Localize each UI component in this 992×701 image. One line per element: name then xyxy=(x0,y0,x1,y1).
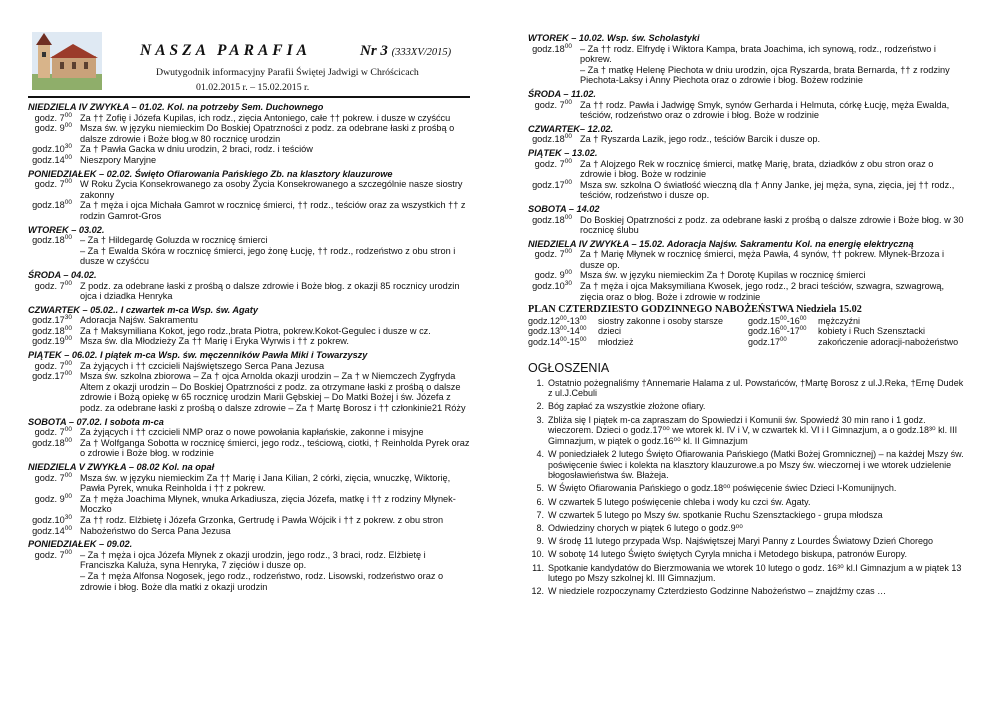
mass-entry xyxy=(28,235,470,246)
issue-label: Nr 3 xyxy=(360,43,388,59)
announcements-list xyxy=(528,378,964,597)
mass-entry xyxy=(28,427,470,438)
mass-entry xyxy=(28,281,470,302)
mass-time: $godz.18^{00}$ xyxy=(32,324,72,336)
mass-intention: Msza św. szkolna zbiorowa – Za † ojca Arnolda okazji urodzin – Za † w Niemczech Zygfryda Altem z okazji urodzin – Do Boskiej Opatrzności z podz. za otrzymane łaski z prośbą o dalsze zdrowie i Bożą opiekę w 65 rocznicę urodzin Marii Gębskiej – Do Matki Bożej i św. Józefa z podz. za odebrane łaski z prośbą o dalsze zdrowie – Za † Martę Borosz i †† członkinie21 Róży xyxy=(80,371,466,414)
mass-time: $godz.17^{00}$ xyxy=(32,370,72,382)
announcement-text: Spotkanie kandydatów do Bierzmowania we wtorek 10 lutego o godz. 16³⁰ kl.I Gimnazjum a w piątek 13 lutego po Mszy szkolnej kl. III Gimnazjum. xyxy=(548,562,962,584)
time-minutes: 00 xyxy=(64,234,72,242)
announcement-item xyxy=(528,523,964,534)
time-minutes: 00 xyxy=(564,269,572,277)
time-minutes: 00 xyxy=(64,153,72,161)
time-minutes: 30 xyxy=(564,280,572,288)
time-minutes: 00 xyxy=(64,279,72,287)
announcement-text: Zbliża się I piątek m-ca zapraszam do Spowiedzi i Komunii św. Spowiedź 30 min rano i 1 godz. wieczorem. Dzieci o godz.17⁰⁰ we wtorek kl. IV i V, w czwartek kl. VI i I Gimnazjum, a o godz.18³⁰ kl. III Gimnazjum, w piątek o godz.16⁰⁰ kl. II Gimnazjum xyxy=(548,414,958,446)
time-minutes: 00 xyxy=(560,336,567,343)
mass-entry xyxy=(28,361,470,372)
day-header: PIĄTEK – 13.02. xyxy=(528,147,598,158)
plan-group: mężczyźni xyxy=(818,315,861,326)
announcement-item xyxy=(528,510,964,521)
mass-schedule-right xyxy=(528,33,964,302)
mass-intention: Msza św. w języku niemieckim Za †† Marię i Jana Kilian, 2 córki, zięcia, wnuczkę, Wiktorię, Pawła Pyrek, wnuka Reinholda i †† z pokrew. xyxy=(80,472,451,494)
mass-time: $godz.17^{00}$ xyxy=(532,178,572,190)
time-minutes: 00 xyxy=(64,426,72,434)
mass-entry xyxy=(528,270,964,281)
time-minutes: 00 xyxy=(579,336,587,343)
announcement-text: Odwiedziny chorych w piątek 6 lutego o godz.9⁰⁰ xyxy=(548,522,743,533)
mass-intention: W Roku Życia Konsekrowanego za osoby Życia Konsekrowanego a szczególnie nasze siostry zakonny xyxy=(80,179,463,200)
mass-time: $godz.18^{00}$ xyxy=(32,436,72,448)
time-minutes: 00 xyxy=(560,326,567,333)
mass-intention: Za †† rodz. Pawła i Jadwigę Smyk, synów Gerharda i Helmuta, córkę Łucję, męża Ewalda, teściów, rodzeństwo oraz o zdrowie i błog. Boże w rodzinie xyxy=(580,99,950,121)
mass-time: $godz.18^{00}$ xyxy=(32,199,72,211)
mass-entry xyxy=(28,326,470,337)
mass-intention: Za † Marię Młynek w rocznicę śmierci, męża Pawła, 4 synów, †† pokrew. Młynek-Brzoza i dusze op. xyxy=(580,249,945,270)
mass-time: godz. $7^{00}$ xyxy=(534,98,572,110)
announcement-item xyxy=(528,497,964,508)
plan-time: $godz.14^{00}-15^{00}$ xyxy=(528,336,587,347)
mass-entry xyxy=(28,526,470,537)
newsletter-subtitle: Dwutygodnik informacyjny Parafii Świętej Jadwigi w Chróścicach xyxy=(156,67,419,78)
day-header: CZWARTEK– 12.02. xyxy=(528,123,614,134)
mass-time: godz. $9^{00}$ xyxy=(34,122,72,134)
mass-time: godz. $7^{00}$ xyxy=(534,248,572,260)
mass-entry xyxy=(28,515,470,526)
issue-dates: 01.02.2015 r. – 15.02.2015 r. xyxy=(196,82,310,93)
mass-intention: – Za † Hildegardę Goluzda w rocznicę śmierci xyxy=(80,235,268,246)
day-header: NIEDZIELA V ZWYKŁA – 08.02 Kol. na opał xyxy=(28,462,215,472)
plan-group: siostry zakonne i osoby starsze xyxy=(598,315,724,326)
announcement-item xyxy=(528,536,964,547)
announcement-text: Ostatnio pożegnaliśmy †Annemarie Halama z ul. Powstańców, †Martę Borosz z ul.J.Reka, †Ernę Dudek z ul.J.Cebuli xyxy=(548,377,964,399)
left-column xyxy=(28,0,470,592)
plan-group: kobiety i Ruch Szensztacki xyxy=(818,326,926,337)
mass-time: godz. $7^{00}$ xyxy=(34,178,72,190)
mass-entry xyxy=(28,438,470,459)
mass-intention: Za żyjących i †† czcicieli NMP oraz o nowe powołania kapłańskie, zakonne i misyjne xyxy=(80,427,424,438)
plan-title: PLAN CZTERDZIESTO GODZINNEGO NABOŻEŃSTWA Niedziela 15.02 xyxy=(528,304,862,316)
mass-intention: Do Boskiej Opatrzności z podz. za odebrane łaski z prośbą o dalsze zdrowie i Boże błog. w 30 rocznicę ślubu xyxy=(580,214,964,236)
time-minutes: 00 xyxy=(799,326,807,333)
time-minutes: 00 xyxy=(564,98,572,106)
announcement-number: 9. xyxy=(536,536,544,547)
mass-time: $godz.18^{00}$ xyxy=(532,213,572,225)
mass-intention: Nabożeństwo do Serca Pana Jezusa xyxy=(80,525,231,536)
mass-intention: Za † męża i ojca Michała Gamrot w rocznicę śmierci, †† rodz., teściów oraz za wszystkich †† z rodzin Gamrot-Gros xyxy=(80,200,466,221)
mass-intention: Za † Maksymiliana Kokot, jego rodz.,brata Piotra, pokrew.Kokot-Gegulec i dusze w cz. xyxy=(80,325,431,336)
mass-entry xyxy=(28,315,470,326)
time-minutes: 00 xyxy=(560,315,567,322)
day-header: ŚRODA – 11.02. xyxy=(528,88,596,99)
issue-number xyxy=(360,43,452,59)
mass-time: godz. $9^{00}$ xyxy=(534,269,572,281)
time-minutes: 00 xyxy=(564,213,572,221)
time-minutes: 00 xyxy=(64,492,72,500)
time-minutes: 00 xyxy=(799,315,807,322)
mass-time: $godz.18^{00}$ xyxy=(32,234,72,246)
mass-intention: Msza św. w języku niemieckim Do Boskiej Opatrzności z podz. za odebrane łaski z prośbą o dalsze zdrowie i Boże błog.w 80 rocznicę urodzin xyxy=(80,123,455,144)
time-minutes: 00 xyxy=(64,178,72,186)
plan-time: $godz.15^{00}-16^{00}$ xyxy=(748,315,807,326)
announcement-item xyxy=(528,483,964,494)
announcement-number: 2. xyxy=(536,401,544,412)
time-minutes: 00 xyxy=(564,157,572,165)
time-minutes: 00 xyxy=(564,178,572,186)
mass-time: $godz.18^{00}$ xyxy=(532,42,572,54)
mass-entry xyxy=(28,200,470,221)
mass-intention: Msza sw. szkolna O światłość wieczną dla † Anny Janke, jej męża, syna, zięcia, jej †† rodz., teściów, rodzeństwo i dusze op. xyxy=(580,179,955,201)
day-header: SOBOTA – 14.02 xyxy=(528,203,600,214)
announcement-item xyxy=(528,549,964,560)
mass-time xyxy=(28,571,80,592)
announcement-number: 4. xyxy=(536,449,544,459)
mass-entry xyxy=(28,336,470,347)
plan-table xyxy=(528,316,964,347)
time-minutes: 00 xyxy=(780,326,787,333)
time-minutes: 00 xyxy=(564,133,572,141)
announcement-item xyxy=(528,449,964,481)
day-header: ŚRODA – 04.02. xyxy=(28,269,97,280)
mass-time: godz. $7^{00}$ xyxy=(34,471,72,483)
announcement-number: 11. xyxy=(532,562,544,573)
time-minutes: 00 xyxy=(64,122,72,130)
mass-entry xyxy=(28,371,470,413)
day-header: PONIEDZIAŁEK – 09.02. xyxy=(28,539,133,550)
mass-intention: Za †† rodz. Elżbietę i Józefa Grzonka, Gertrudę i Pawła Wójcik i †† z pokrew. z obu stron xyxy=(80,514,444,525)
mass-schedule-left xyxy=(28,102,470,592)
day-header: NIEDZIELA IV ZWYKŁA – 15.02. Adoracja Najśw. Sakramentu Kol. na energię elektryczną xyxy=(528,238,914,249)
announcement-item xyxy=(528,586,964,597)
announcement-text: W Święto Ofiarowania Pańskiego o godz.18⁰⁰ poświęcenie świec Dzieci I-Komunijnych. xyxy=(548,483,897,494)
mass-entry xyxy=(28,123,470,144)
time-minutes: 00 xyxy=(64,436,72,444)
mass-intention: Za żyjących i †† czcicieli Najświętszego Serca Pana Jezusa xyxy=(80,360,325,371)
mass-entry xyxy=(528,134,964,145)
mass-entry xyxy=(28,571,470,592)
time-minutes: 00 xyxy=(564,42,572,50)
mass-time xyxy=(528,65,580,86)
announcement-item xyxy=(528,415,964,447)
mass-intention: – Za † męża Alfonsa Nogosek, jego rodz., rodzeństwo, rodz. Lisowski, rodzeństwo oraz o zdrowie i błog. Boże dla matki z okazji urodzin xyxy=(80,570,444,592)
mass-time: godz. $7^{00}$ xyxy=(534,157,572,169)
announcement-item xyxy=(528,563,964,584)
mass-entry xyxy=(28,113,470,124)
mass-time: $godz.19^{00}$ xyxy=(32,335,72,347)
mass-intention: Za † męża Joachima Młynek, wnuka Arkadiusza, zięcia Józefa, matkę i †† z rodziny Młynek-Moczko xyxy=(80,493,456,515)
time-minutes: 00 xyxy=(780,315,787,322)
mass-entry xyxy=(28,155,470,166)
announcement-text: W niedziele rozpoczynamy Czterdziesto Godzinne Nabożeństwo – znajdźmy czas … xyxy=(548,586,887,597)
announcement-item xyxy=(528,401,964,412)
masthead xyxy=(28,0,470,98)
time-minutes: 00 xyxy=(64,548,72,556)
mass-time: $godz.14^{00}$ xyxy=(32,524,72,536)
mass-intention: Adoracja Najśw. Sakramentu xyxy=(80,315,198,326)
mass-intention: Za † Ryszarda Lazik, jego rodz., teściów Barcik i dusze op. xyxy=(580,134,821,145)
mass-entry xyxy=(528,215,964,236)
mass-intention: – Za †† rodz. Elfrydę i Wiktora Kampa, brata Joachima, ich synową, rodz., rodzeństwo i pokrew. xyxy=(580,43,936,65)
mass-time: godz. $7^{00}$ xyxy=(34,279,72,291)
mass-intention: Za † męża i ojca Maksymiliana Kwosek, jego rodz., 2 braci teściów, szwagra, szwagrową, zięcia oraz o błog. Boże i zdrowie w rodzinie xyxy=(580,281,945,302)
plan-group: zakończenie adoracji-nabożeństwo xyxy=(818,336,959,347)
mass-intention: Za † Pawła Gacka w dniu urodzin, 2 braci, rodz. i teściów xyxy=(80,144,313,155)
mass-entry xyxy=(28,494,470,515)
right-column xyxy=(528,30,964,599)
mass-entry xyxy=(528,65,964,86)
mass-time: $godz.10^{30}$ xyxy=(32,513,72,525)
announcement-text: W czwartek 5 lutego po Mszy św. spotkanie Ruchu Szensztackiego - grupa młodsza xyxy=(548,509,883,520)
time-minutes: 30 xyxy=(64,143,72,151)
mass-time: godz. $7^{00}$ xyxy=(34,426,72,438)
mass-intention: Msza św. dla Młodzieży Za †† Marię i Eryka Wyrwis i †† z pokrew. xyxy=(80,336,349,347)
day-header: PIĄTEK – 06.02. I piątek m-ca Wsp. św. męczenników Pawła Miki i Towarzyszy xyxy=(28,350,368,361)
announcements-heading: OGŁOSZENIA xyxy=(528,361,610,376)
mass-entry xyxy=(28,246,470,267)
time-minutes: 00 xyxy=(64,324,72,332)
plan-time: $godz.12^{00}-13^{00}$ xyxy=(528,315,587,326)
time-minutes: 00 xyxy=(64,335,72,343)
announcement-number: 6. xyxy=(536,496,544,507)
mass-time: $godz.10^{30}$ xyxy=(532,280,572,292)
day-header: CZWARTEK – 05.02.. I czwartek m-ca Wsp. św. Agaty xyxy=(28,304,258,315)
announcement-number: 8. xyxy=(536,522,544,533)
mass-time: $godz.14^{00}$ xyxy=(32,153,72,165)
announcement-number: 12. xyxy=(531,586,544,597)
mass-entry xyxy=(28,144,470,155)
plan-time: $godz.17^{00}$ xyxy=(748,336,787,347)
mass-intention: Msza św. w języku niemieckim Za † Dorotę Kupilas w rocznicę śmierci xyxy=(580,270,866,281)
announcement-text: W środę 11 lutego przypada Wsp. Najświętszej Maryi Panny z Lourdes Światowy Dzień Chorego xyxy=(548,536,934,547)
mass-intention: Za †† Zofię i Józefa Kupilas, ich rodz., zięcia Antoniego, całe †† pokrew. i dusze w czyśćcu xyxy=(80,112,451,123)
mass-entry xyxy=(528,249,964,270)
plan-time: $godz.16^{00}-17^{00}$ xyxy=(748,326,807,337)
mass-entry xyxy=(28,473,470,494)
time-minutes: 00 xyxy=(64,370,72,378)
day-header: WTOREK – 10.02. Wsp. św. Scholastyki xyxy=(528,33,700,43)
mass-time: $godz.10^{30}$ xyxy=(32,143,72,155)
mass-time: $godz.18^{00}$ xyxy=(532,133,572,145)
mass-entry xyxy=(528,281,964,302)
time-minutes: 00 xyxy=(64,524,72,532)
announcement-text: W poniedziałek 2 lutego Święto Ofiarowania Pańskiego (Matki Bożej Gromnicznej) – na każdej Mszy św. poświęcenie świec i kolekta na klasztory klauzurowe.a po Mszy św. wieczornej i we wtorek udzielenie błogosławieństwa św. Błażeja. xyxy=(548,449,964,481)
day-header: SOBOTA – 07.02. I sobota m-ca xyxy=(28,416,164,427)
day-header: WTOREK – 03.02. xyxy=(28,224,105,235)
day-header: PONIEDZIAŁEK – 02.02. Święto Ofiarowania Pańskiego Zb. na klasztory klauzurowe xyxy=(28,168,393,179)
mass-time: godz. $7^{00}$ xyxy=(34,111,72,123)
announcement-text: Bóg zapłać za wszystkie złożone ofiary. xyxy=(548,401,706,412)
time-minutes: 00 xyxy=(564,248,572,256)
mass-entry xyxy=(28,179,470,200)
time-minutes: 00 xyxy=(579,326,587,333)
header-divider xyxy=(28,96,470,98)
church-logo-icon xyxy=(32,32,102,90)
announcement-number: 10. xyxy=(531,549,544,560)
mass-intention: Z podz. za odebrane łaski z prośbą o dalsze zdrowie i Boże błog. z okazji 85 rocznicy urodzin ojca i dziadka Henryka xyxy=(80,280,460,302)
mass-intention: – Za † Ewalda Skóra w rocznicę śmierci, jego żonę Łucję, †† rodz., rodzeństwo z obu stron i dusze w czyśćcu xyxy=(80,245,456,267)
announcement-number: 3. xyxy=(536,414,544,425)
time-minutes: 00 xyxy=(780,336,787,343)
announcement-item xyxy=(528,378,964,399)
mass-entry xyxy=(528,159,964,180)
plan-group: młodzież xyxy=(598,336,634,347)
time-minutes: 00 xyxy=(64,111,72,119)
announcement-number: 5. xyxy=(536,483,544,494)
mass-intention: Za † Wolfganga Sobotta w rocznicę śmierci, jego rodz., teściową, ciotki, † Reinholda Pyrek oraz o zdrowie i Boże błog. w rodzinie xyxy=(80,437,470,459)
mass-intention: Nieszpory Maryjne xyxy=(80,154,157,165)
mass-time: $godz.17^{30}$ xyxy=(32,314,72,326)
mass-time: godz. $9^{00}$ xyxy=(34,492,72,504)
mass-entry xyxy=(28,550,470,571)
time-minutes: 00 xyxy=(64,471,72,479)
mass-entry xyxy=(528,100,964,121)
announcement-text: W sobotę 14 lutego Święto świętych Cyryla mnicha i Metodego biskupa, patronów Europy. xyxy=(548,549,908,560)
plan-time: $godz.13^{00}-14^{00}$ xyxy=(528,326,587,337)
newsletter-title: NASZA PARAFIA xyxy=(140,42,312,59)
mass-intention: – Za † matkę Helenę Piechota w dniu urodzin, ojca Ryszarda, brata Bernarda, †† z rodziny Piechota-Laksy i Anny Piechota oraz o zdrowie i błog. Bożew rodzinie xyxy=(580,64,950,86)
mass-intention: Za † Alojzego Rek w rocznicę śmierci, matkę Marię, brata, dziadków z obu stron oraz o zdrowie i błog. Boże w rodzinie xyxy=(580,158,934,180)
time-minutes: 30 xyxy=(64,513,72,521)
mass-intention: – Za † męża i ojca Józefa Młynek z okazji urodzin, jego rodz., 3 braci, rodz. Elżbietę i Franciszka Kaluża, syna Henryka, 7 zięciów i dusze op. xyxy=(80,549,426,571)
announcement-text: W czwartek 5 lutego poświęcenie chleba i wody ku czci św. Agaty. xyxy=(548,496,811,507)
plan-group: dzieci xyxy=(598,326,622,337)
mass-time: godz. $7^{00}$ xyxy=(34,548,72,560)
mass-entry xyxy=(528,180,964,201)
mass-time: godz. $7^{00}$ xyxy=(34,359,72,371)
announcement-number: 7. xyxy=(536,509,544,520)
time-minutes: 00 xyxy=(579,315,587,322)
mass-entry xyxy=(528,44,964,65)
day-header: NIEDZIELA IV ZWYKŁA – 01.02. Kol. na potrzeby Sem. Duchownego xyxy=(28,102,324,112)
mass-time xyxy=(28,246,80,267)
announcement-number: 1. xyxy=(536,377,544,388)
time-minutes: 00 xyxy=(64,359,72,367)
time-minutes: 30 xyxy=(64,314,72,322)
time-minutes: 00 xyxy=(64,199,72,207)
issue-detail: (333XV/2015) xyxy=(391,47,452,58)
